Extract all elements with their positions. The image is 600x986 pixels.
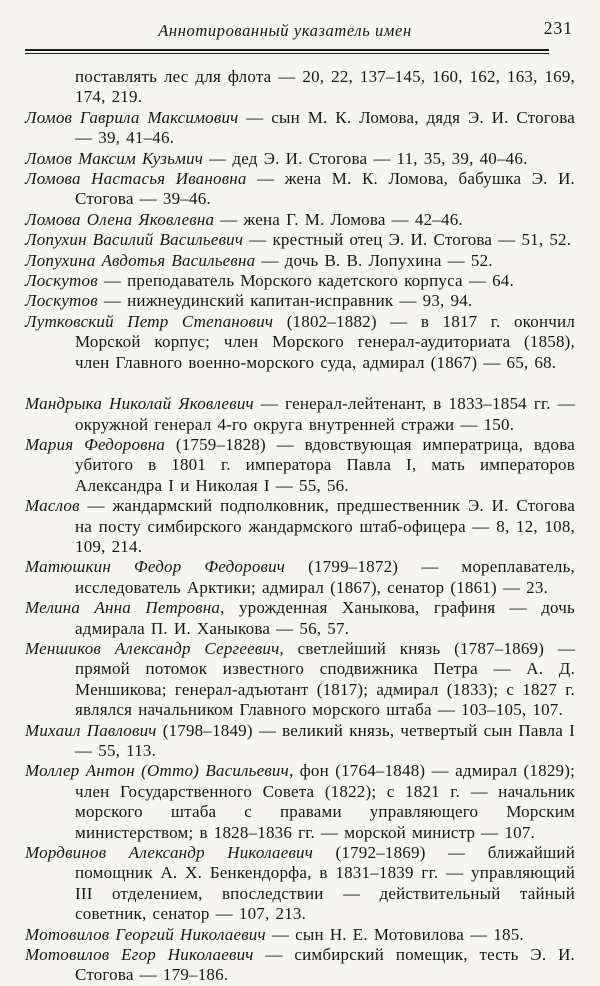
index-entry <box>25 639 575 721</box>
entry-text: — сын М. К. Ломова, дядя Э. И. Стогова — 39, 41–46. <box>75 107 576 148</box>
index-entry <box>25 149 575 169</box>
entry-text: — сын Н. Е. Мотовилова — 185. <box>265 924 524 944</box>
entry-text: (1792–1869) — ближайший помощник А. Х. Бенкендорфа, в 1831–1839 гг. — управляющий III отделением, впоследствии — действительный тайный советник, сенатор — 107, 213. <box>75 843 575 924</box>
entry-name: Мордвинов Александр Николаевич <box>25 843 314 863</box>
index-entry <box>25 557 575 598</box>
entry-text: (1798–1849) — великий князь, четвертый сын Павла I — 55, 113. <box>75 720 576 760</box>
entry-text: — жандармский подполковник, предшественник Э. И. Стогова на посту симбирского жандармского штаб-офицера — 8, 12, 108, 109, 214. <box>75 496 575 556</box>
page-header <box>25 20 575 44</box>
entry-text: поставлять лес для флота — 20, 22, 137–145, 160, 162, 163, 169, 174, 219. <box>75 67 575 107</box>
header-double-rule <box>25 49 549 54</box>
entry-text: (1802–1882) — в 1817 г. окончил Морской корпус; член Морского генерал-аудиториата (1858), член Главного военно-морского суда, адмирал (1867) — 65, 68. <box>75 311 575 372</box>
entry-name: Ломова Настасья Ивановна <box>25 169 247 189</box>
index-entry <box>25 843 575 925</box>
entry-name: Мандрыка Николай Яковлевич <box>25 394 254 414</box>
index-entry <box>25 394 575 435</box>
entry-text: — симбирский помещик, тесть Э. И. Стогова — 179–186. <box>75 945 575 985</box>
entry-name: Матюшкин Федор Федорович <box>25 557 286 577</box>
index-entry <box>25 435 575 496</box>
entry-text: — генерал-лейтенант, в 1833–1854 гг. — окружной генерал 4-го округа внутренней стражи — 150. <box>75 394 575 434</box>
entry-name: Лопухин Василий Васильевич <box>25 230 244 250</box>
index-entry <box>25 108 575 149</box>
entry-text: — нижнеудинский капитан-исправник — 93, 94. <box>97 291 473 311</box>
entry-name: Мария Федоровна <box>25 434 166 454</box>
entry-name: Маслов <box>25 496 80 516</box>
index-entry <box>25 67 575 108</box>
index-entries <box>25 67 575 986</box>
entry-name: Ломова Олена Яковлевна <box>25 209 215 229</box>
entry-text: (1759–1828) — вдовствующая императрица, вдова убитого в 1801 г. императора Павла I, мать императоров Александра I и Николая I — 55, 56. <box>75 434 575 495</box>
entry-name: Меншиков Александр Сергеевич <box>25 638 280 658</box>
index-entry <box>25 251 575 271</box>
index-entry <box>25 271 575 291</box>
entry-text: — жена Г. М. Ломова — 42–46. <box>214 209 463 229</box>
entry-text: — жена М. К. Ломова, бабушка Э. И. Стогова — 39–46. <box>75 169 575 209</box>
page-number: 231 <box>543 18 573 38</box>
index-entry <box>25 721 575 762</box>
index-entry <box>25 761 575 843</box>
index-entry <box>25 925 575 945</box>
entry-text: — дочь В. В. Лопухина — 52. <box>255 250 493 270</box>
entry-text: , урожденная Ханыкова, графиня — дочь адмирала П. И. Ханыкова — 56, 57. <box>75 598 576 638</box>
entry-text: — дед Э. И. Стогова — 11, 35, 39, 40–46. <box>203 148 528 168</box>
index-entry <box>25 210 575 230</box>
index-entry <box>25 169 575 210</box>
entry-text: (1799–1872) — мореплаватель, исследователь Арктики; адмирал (1867), сенатор (1861) — 23. <box>75 557 575 597</box>
entry-name: Лутковский Петр Степанович <box>25 311 274 331</box>
entry-name: Лоскутов <box>25 271 98 291</box>
entry-name: Ломов Гаврила Максимович <box>25 107 239 127</box>
entry-text: — преподаватель Морского кадетского корпуса — 64. <box>97 271 514 291</box>
index-entry <box>25 312 575 373</box>
entry-name: Мелина Анна Петровна <box>25 598 221 618</box>
index-entry <box>25 598 575 639</box>
index-entry <box>25 291 575 311</box>
entry-name: Лоскутов <box>25 291 98 311</box>
entry-name: Лопухина Авдотья Васильевна <box>25 250 256 270</box>
entry-name: Мотовилов Георгий Николаевич <box>25 924 266 944</box>
page-title: Аннотированный указатель имен <box>158 21 412 40</box>
entry-name: Моллер Антон (Отто) Васильевич <box>25 761 289 781</box>
index-entry <box>25 496 575 557</box>
entry-name: Михаил Павлович <box>25 720 157 740</box>
entry-name: Ломов Максим Кузьмич <box>25 148 204 168</box>
entry-text: , светлейший князь (1787–1869) — прямой потомок известного сподвижника Петра — А. Д. Меншикова; генерал-адъютант (1817); адмирал (1833); с 1827 г. являлся начальником Главного морского штаба — 103–105, 107. <box>75 638 576 720</box>
index-entry <box>25 945 575 986</box>
entry-text: — крестный отец Э. И. Стогова — 51, 52. <box>243 230 572 250</box>
entry-text: , фон (1764–1848) — адмирал (1829); член Государственного Совета (1822); с 1821 г. — начальник морского штаба с правами управляющего Морским министерством; в 1828–1836 гг. — морской министр — 107. <box>75 761 575 842</box>
entry-name: Мотовилов Егор Николаевич <box>25 945 254 965</box>
index-entry <box>25 230 575 250</box>
